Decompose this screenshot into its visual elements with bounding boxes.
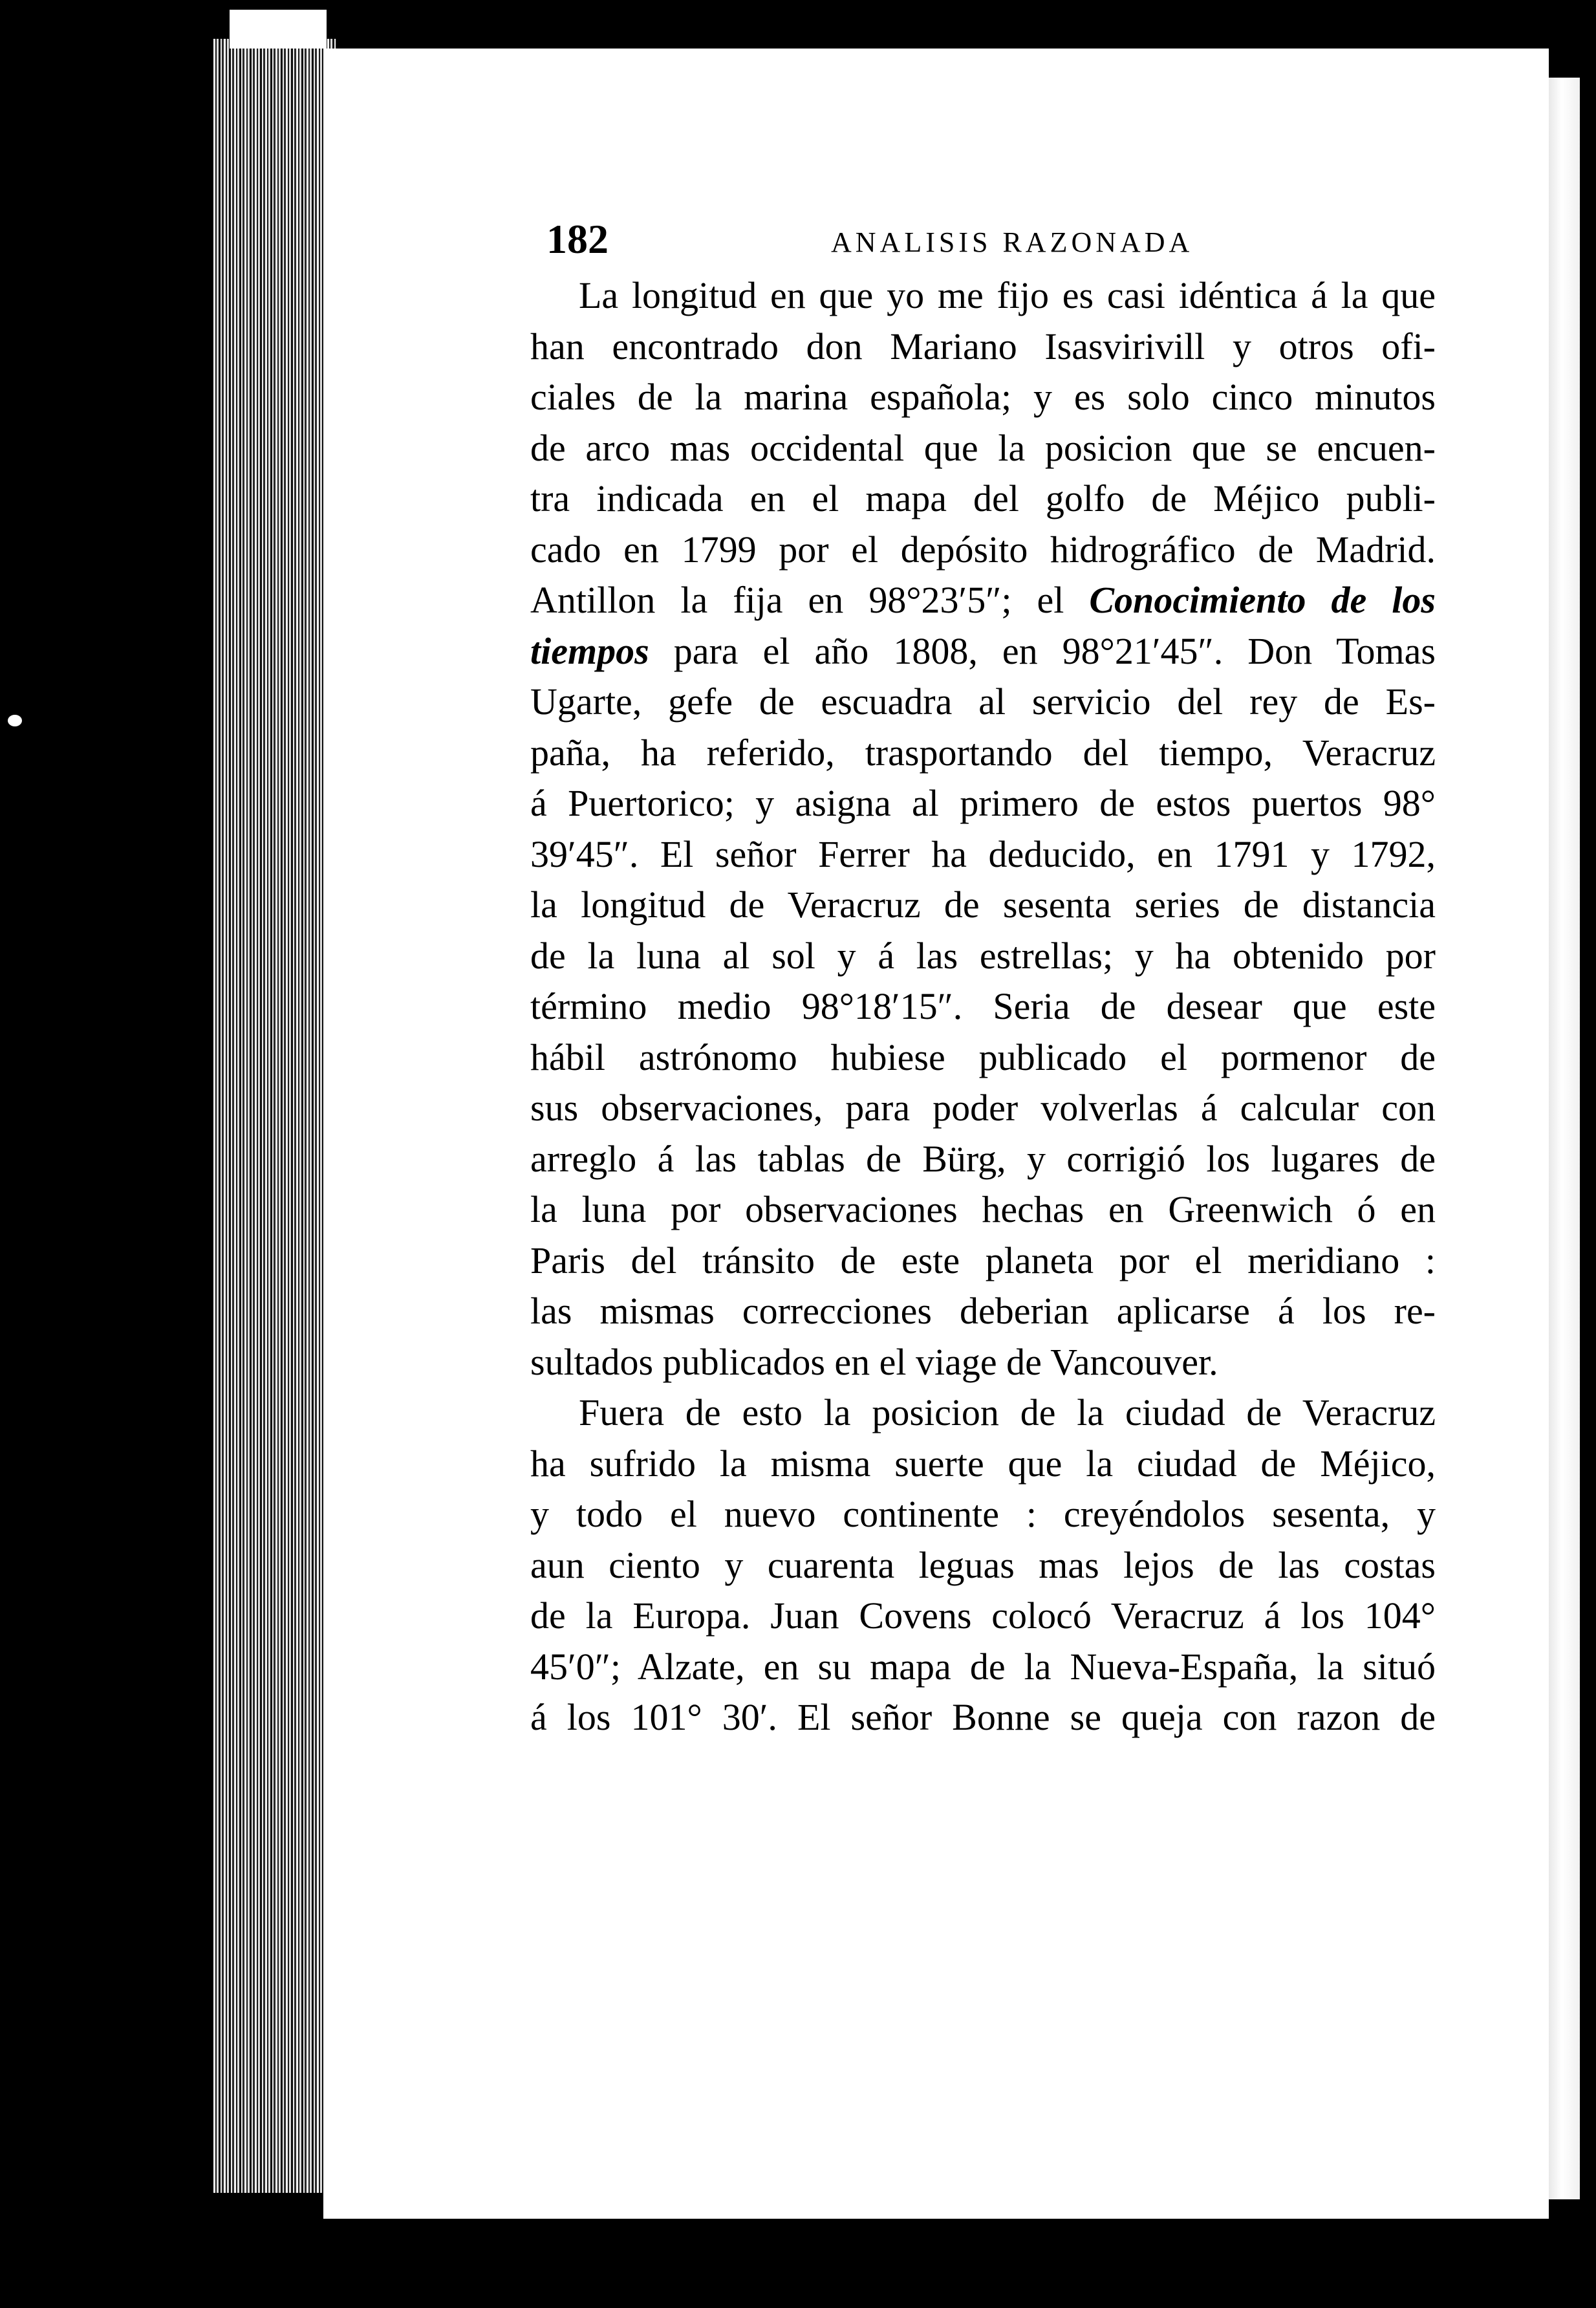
text-line: tra indicada en el mapa del golfo de Méjico publi- — [530, 477, 1436, 519]
text-line: han encontrado don Mariano Isasvirivill y otros ofi- — [530, 325, 1436, 367]
text-line: aun ciento y cuarenta leguas mas lejos de las costas — [530, 1543, 1436, 1586]
text-line: de arco mas occidental que la posicion que se encuen- — [530, 426, 1436, 469]
text-line: arreglo á las tablas de Bürg, y corrigió los lugares de — [530, 1137, 1436, 1180]
text-line: las mismas correcciones deberian aplicarse á los re- — [530, 1290, 1436, 1332]
text-line: de la luna al sol y á las estrellas; y ha obtenido por — [530, 934, 1436, 977]
text-line: la longitud de Veracruz de sesenta series de distancia — [530, 884, 1436, 926]
text-line-with-italic — [530, 575, 1436, 626]
text-line: paña, ha referido, trasportando del tiempo, Veracruz — [530, 731, 1436, 774]
text-line: ha sufrido la misma suerte que la ciudad de Méjico, — [530, 1442, 1436, 1485]
text-line: á Puertorico; y asigna al primero de estos puertos 98° — [530, 782, 1436, 824]
italic-title: Conocimiento de los — [1089, 579, 1436, 621]
text-line: de la Europa. Juan Covens colocó Veracruz á los 104° — [530, 1595, 1436, 1637]
text-line: y todo el nuevo continente : creyéndolos sesenta, y — [530, 1493, 1436, 1535]
scan-speck — [8, 715, 22, 726]
page-corner — [230, 10, 327, 49]
text-line: 45′0″; Alzate, en su mapa de la Nueva-España, la situó — [530, 1645, 1436, 1688]
running-head: ANALISIS RAZONADA — [831, 226, 1194, 258]
body-text — [530, 270, 1436, 1743]
text-fragment: para el año 1808, en 98°21′45″. Don Tomas — [649, 629, 1436, 672]
text-line: la luna por observaciones hechas en Greenwich ó en — [530, 1188, 1436, 1230]
page-number: 182 — [546, 216, 609, 262]
text-line: Paris del tránsito de este planeta por el meridiano : — [530, 1239, 1436, 1281]
text-line: término medio 98°18′15″. Seria de desear que este — [530, 985, 1436, 1027]
text-line: sus observaciones, para poder volverlas á calcular con — [530, 1087, 1436, 1129]
text-line: cado en 1799 por el depósito hidrográfico de Madrid. — [530, 528, 1436, 571]
text-line: ciales de la marina española; y es solo cinco minutos — [530, 376, 1436, 418]
text-line-with-italic — [530, 626, 1436, 677]
text-line: 39′45″. El señor Ferrer ha deducido, en 1791 y 1792, — [530, 833, 1436, 875]
text-line: hábil astrónomo hubiese publicado el pormenor de — [530, 1036, 1436, 1078]
text-line: á los 101° 30′. El señor Bonne se queja con razon de — [530, 1696, 1436, 1738]
text-fragment: Antillon la fija en 98°23′5″; el — [530, 579, 1090, 621]
page-edge-stack — [213, 39, 336, 2193]
text-line: Ugarte, gefe de escuadra al servicio del rey de Es- — [530, 680, 1436, 723]
page-header — [546, 213, 1432, 272]
facing-page-edge — [1549, 78, 1580, 2199]
text-line: sultados publicados en el viage de Vancouver. — [530, 1340, 1218, 1383]
text-line: Fuera de esto la posicion de la ciudad de Veracruz — [579, 1391, 1436, 1433]
italic-title: tiempos — [530, 629, 649, 672]
scan-speck — [511, 854, 516, 859]
text-line: La longitud en que yo me fijo es casi idéntica á la que — [579, 274, 1436, 316]
